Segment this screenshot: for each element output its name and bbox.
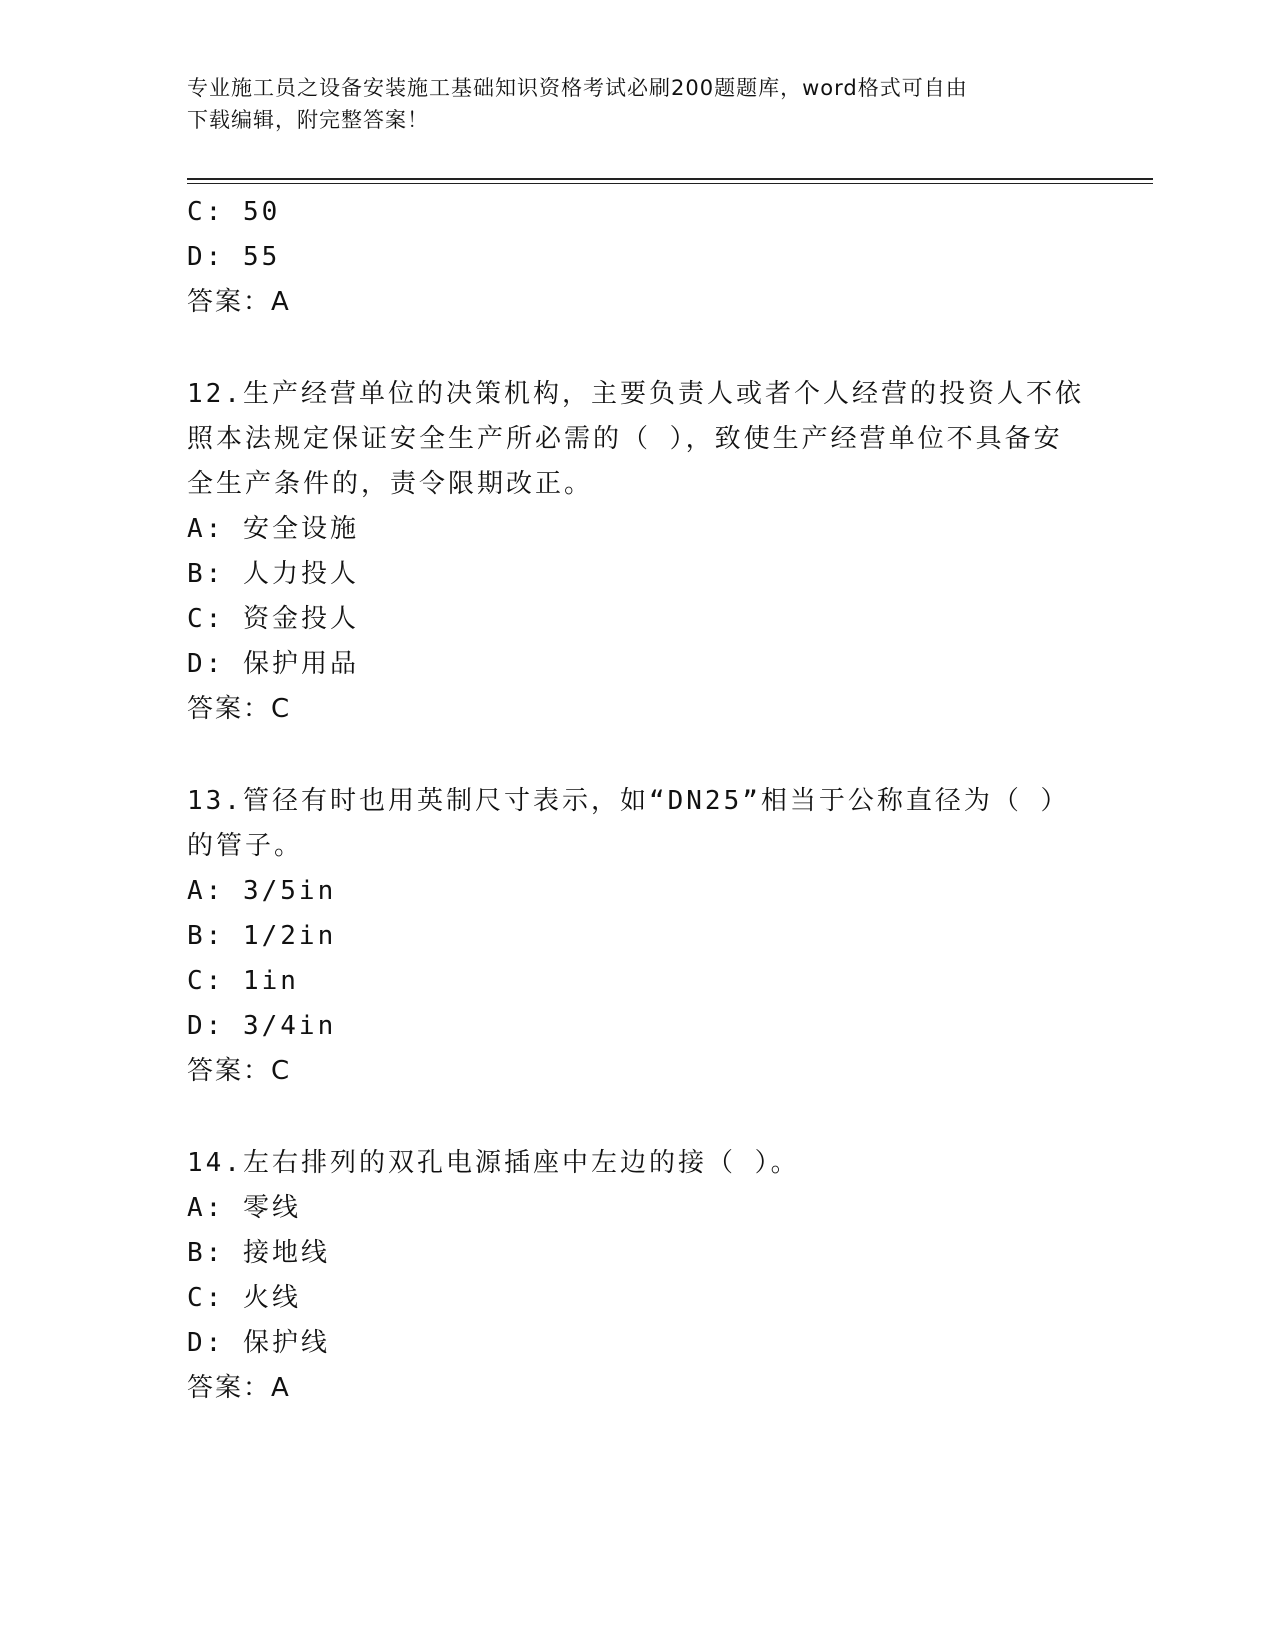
question-stem-line: 14.左右排列的双孔电源插座中左边的接（ ）。	[187, 1148, 800, 1178]
question-stem-line: 13.管径有时也用英制尺寸表示，如“DN25”相当于公称直径为（ ）	[187, 786, 1070, 816]
question-stem-line: 照本法规定保证安全生产所必需的（ ），致使生产经营单位不具备安	[187, 424, 1063, 454]
question-13	[187, 779, 1087, 1094]
header-divider	[187, 178, 1153, 180]
option-c: C: 1in	[187, 966, 299, 996]
option-b: B: 1/2in	[187, 921, 337, 951]
question-stem-line: 全生产条件的，责令限期改正。	[187, 469, 594, 499]
option-a: A: 3/5in	[187, 876, 337, 906]
option-b: B: 人力投人	[187, 559, 359, 589]
answer: 答案：A	[187, 1373, 291, 1403]
option-d: D: 保护线	[187, 1328, 330, 1358]
answer: 答案：A	[187, 287, 291, 317]
option-c: C: 50	[187, 197, 281, 227]
header-line-2: 下载编辑，附完整答案！	[187, 108, 429, 132]
question-14	[187, 1141, 1087, 1411]
option-d: D: 保护用品	[187, 649, 359, 679]
option-c: C: 资金投人	[187, 604, 359, 634]
header-line-1: 专业施工员之设备安装施工基础知识资格考试必刷200题题库，word格式可自由	[187, 76, 968, 100]
document-header	[187, 72, 1067, 136]
option-a: A: 安全设施	[187, 514, 359, 544]
option-b: B: 接地线	[187, 1238, 330, 1268]
header-divider-thin	[187, 183, 1153, 184]
answer: 答案：C	[187, 694, 292, 724]
option-d: D: 55	[187, 242, 281, 272]
answer: 答案：C	[187, 1056, 292, 1086]
option-c: C: 火线	[187, 1283, 301, 1313]
question-11-tail	[187, 190, 1087, 325]
question-stem-line: 12.生产经营单位的决策机构，主要负责人或者个人经营的投资人不依	[187, 379, 1084, 409]
question-stem-line: 的管子。	[187, 831, 304, 861]
option-a: A: 零线	[187, 1193, 301, 1223]
option-d: D: 3/4in	[187, 1011, 337, 1041]
question-12	[187, 372, 1087, 732]
question-content	[187, 190, 1087, 1411]
